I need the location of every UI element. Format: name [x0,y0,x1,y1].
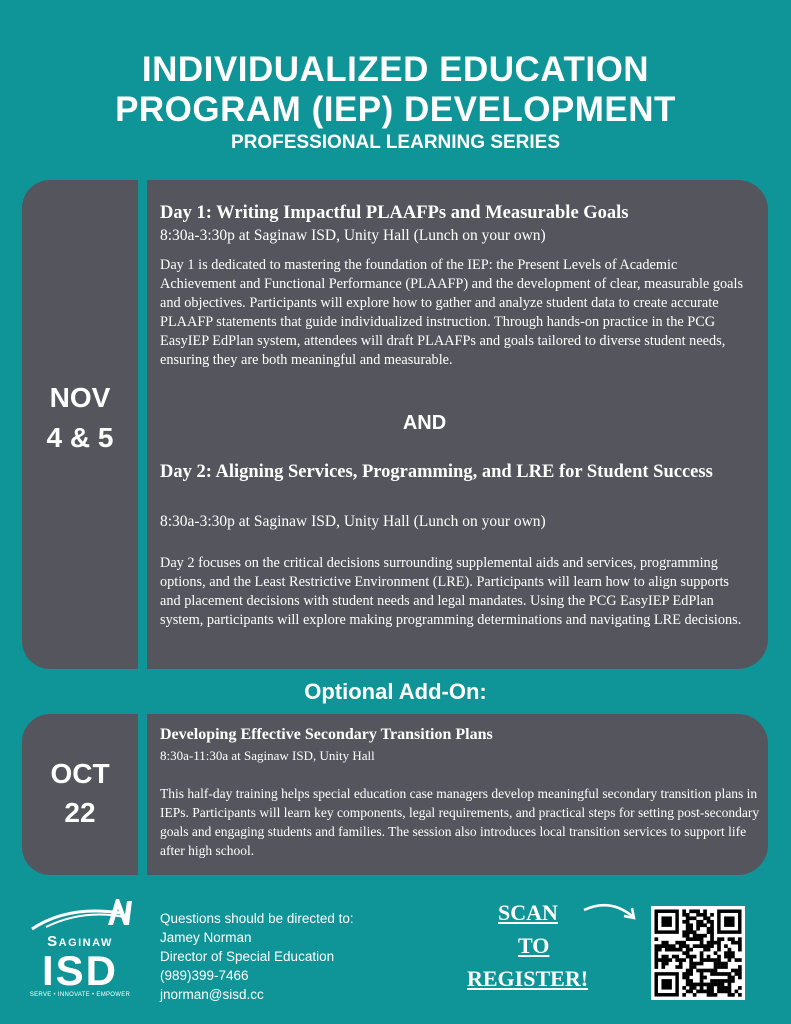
scan-line3: REGISTER! [467,966,589,991]
addon-date-day: 22 [64,797,96,828]
addon-heading: Optional Add-On: [304,679,487,704]
contact-title: Director of Special Education [160,949,335,964]
contact-email[interactable]: jnorman@sisd.cc [160,987,264,1002]
qr-code[interactable] [651,906,745,1000]
logo-isd: ISD [41,947,118,994]
session1-panel [147,180,768,669]
swoosh-icon [28,895,138,935]
contact-block [160,909,354,1004]
day1-title: Day 1: Writing Impactful PLAAFPs and Measurable Goals [160,203,629,223]
scan-line2: TO [518,933,550,958]
contact-intro: Questions should be directed to: [160,911,354,926]
saginaw-isd-logo [28,895,138,1007]
session1-date-box [22,180,138,669]
day2-description: Day 2 focuses on the critical decisions surrounding supplemental aids and services, programming options, and the Least Restrictive Environment (LRE). Participants will learn how to align supports and placement decisions with student needs and legal mandates. Using the PCG EasyIEP EdPlan system, participants will explore making programming determinations and navigating LRE decisions. [160,555,742,628]
contact-name: Jamey Norman [160,930,252,945]
page-subtitle: PROFESSIONAL LEARNING SERIES [230,132,561,153]
day1-time: 8:30a-3:30p at Saginaw ISD, Unity Hall (Lunch on your own) [160,227,546,244]
addon-description: This half-day training helps special education case managers develop meaningful secondary transition plans in IEPs. Participants will learn key components, legal requirements, and practical steps for setting post-secondary goals and engaging students and families. The session also introduces local transition services to support life after high school. [160,786,760,858]
and-label: AND [402,412,447,434]
addon-panel [147,714,768,875]
addon-date-box [22,714,138,875]
logo-name: Saginaw [47,933,113,950]
day2-time: 8:30a-3:30p at Saginaw ISD, Unity Hall (Lunch on your own) [160,513,546,530]
qr-code-icon [651,906,745,1000]
page-title-line1: INDIVIDUALIZED EDUCATION [141,50,650,89]
arrow-icon [580,898,640,928]
addon-title: Developing Effective Secondary Transition Plans [160,726,493,743]
scan-line1: SCAN [498,900,558,925]
session1-date-days: 4 & 5 [46,422,114,453]
day2-title: Day 2: Aligning Services, Programming, and LRE for Student Success [160,462,713,482]
contact-phone: (989)399-7466 [160,968,249,983]
page-title-line2: PROGRAM (IEP) DEVELOPMENT [115,90,676,129]
day1-description: Day 1 is dedicated to mastering the foundation of the IEP: the Present Levels of Academic Achievement and Functional Performance (PLAAFP) and the development of clear, measurable goals and objectives. Participants will explore how to gather and analyze student data to create accurate PLAAFP statements that guide individualized instruction. Through hands-on practice in the PCG EasyIEP EdPlan system, attendees will draft PLAAFPs and goals tailored to diverse student needs, ensuring they are both meaningful and measurable. [160,257,744,368]
addon-time: 8:30a-11:30a at Saginaw ISD, Unity Hall [160,748,375,763]
logo-tagline: SERVE • INNOVATE • EMPOWER [29,992,131,998]
addon-date-month: OCT [50,758,110,789]
session1-date-month: NOV [49,382,111,413]
